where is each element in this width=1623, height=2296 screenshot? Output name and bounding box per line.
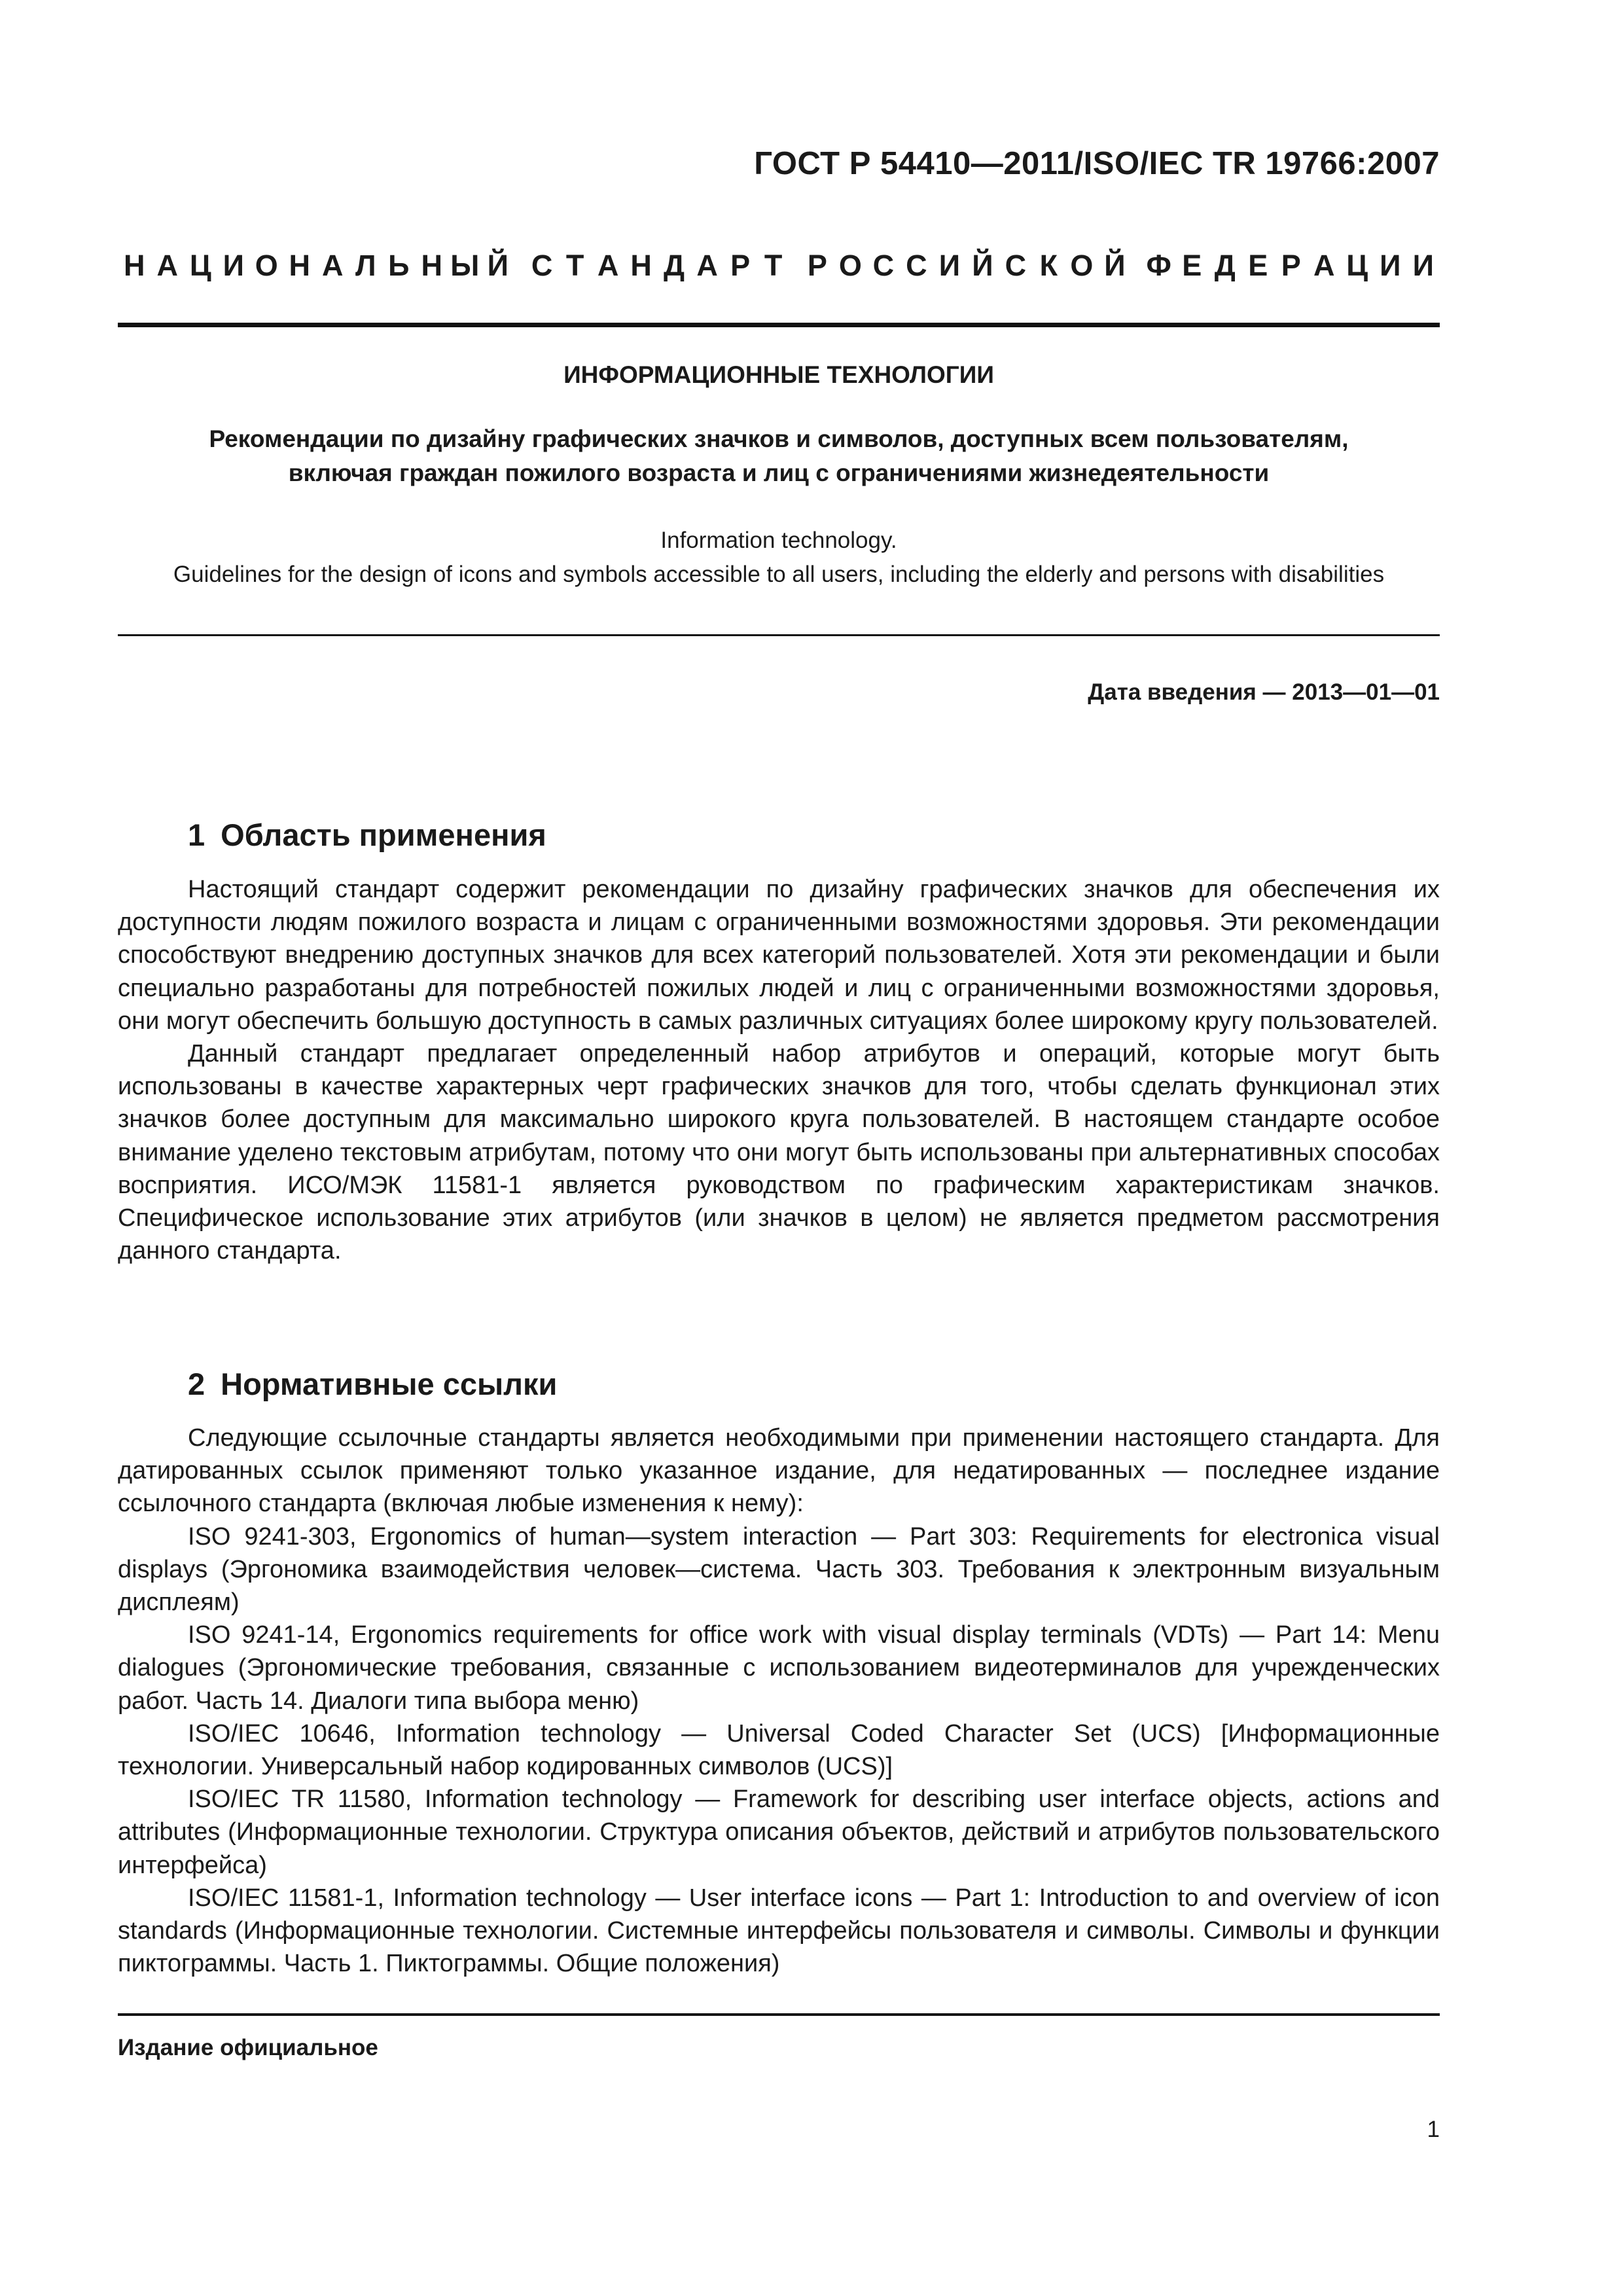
reference-item: ISO/IEC 11581-1, Information technology — User interface icons — Part 1: Introduction to and overview of icon standards (Информационные технологии. Системные интерфейсы пользователя и символы. Символы и функции пиктограммы. Часть 1. Пиктограммы. Общие положения) [118,1884,1440,1978]
introduction-date: Дата введения — 2013—01—01 [1088,679,1440,705]
russian-title [118,422,1440,490]
document-code: ГОСТ Р 54410—2011/ISO/IEC TR 19766:2007 [754,146,1440,181]
paragraph: Следующие ссылочные стандарты является необходимыми при применении настоящего стандарта. Для датированных ссылок применяют только указанное издание, для недатированных — последнее издание ссылочного стандарта (включая любые изменения к нему): [118,1424,1440,1518]
national-title-word: Н А Ц И О Н А Л Ь Н Ы Й [124,249,508,282]
section-title: Область применения [221,817,546,852]
document-page [118,0,1440,2296]
national-standard-title [118,249,1440,283]
reference-item: ISO/IEC 10646, Information technology — Universal Coded Character Set (UCS) [Информационные технологии. Универсальный набор кодированных символов (UCS)] [118,1719,1440,1781]
reference-item: ISO/IEC TR 11580, Information technology — Framework for describing user interface objects, actions and attributes (Информационные технологии. Структура описания объектов, действий и атрибутов пользовательского интерфейса) [118,1785,1440,1879]
footer-divider [118,2013,1440,2016]
national-title-word: Р О С С И Й С К О Й [807,249,1126,282]
section-1-heading [188,817,546,853]
section-title: Нормативные ссылки [221,1367,558,1401]
section-number: 1 [188,817,205,852]
header-divider [118,323,1440,327]
russian-title-line: включая граждан пожилого возраста и лиц с ограничениями жизнедеятельности [288,459,1270,486]
reference-item: ISO 9241-303, Ergonomics of human—system interaction — Part 303: Requirements for electronica visual displays (Эргономика взаимодействия человек—система. Часть 303. Требования к электронным визуальным дисплеям) [118,1522,1440,1617]
section-number: 2 [188,1367,205,1401]
russian-title-line: Рекомендации по дизайну графических значков и символов, доступных всем пользователям, [209,425,1349,452]
paragraph: Настоящий стандарт содержит рекомендации по дизайну графических значков для обеспечения их доступности людям пожилого возраста и лицам с ограниченными возможностями здоровья. Эти рекомендации способствуют внедрению доступных значков для всех категорий пользователей. Хотя эти рекомендации и были специально разработаны для потребностей пожилых людей и лиц с ограниченными возможностями здоровья, они могут обеспечить большую доступность в самых различных ситуациях более широкому кругу пользователей. [118,876,1440,1035]
paragraph: Данный стандарт предлагает определенный набор атрибутов и операций, которые могут быть использованы в качестве характерных черт графических значков для того, чтобы сделать функционал этих значков более доступным для максимально широкого круга пользователей. В настоящем стандарте особое внимание уделено текстовым атрибутам, потому что они могут быть использованы при альтернативных способах восприятия. ИСО/МЭК 11581-1 является руководством по графическим характеристикам значков. Специфическое использование этих атрибутов (или значков в целом) не является предметом рассмотрения данного стандарта. [118,1040,1440,1265]
page-number: 1 [1427,2117,1440,2142]
national-title-word: Ф Е Д Е Р А Ц И И [1146,249,1434,282]
reference-item: ISO 9241-14, Ergonomics requirements for office work with visual display terminals (VDTs) — Part 14: Menu dialogues (Эргономические требования, связанные с использованием видеотерминалов для учрежденческих работ. Часть 14. Диалоги типа выбора меню) [118,1621,1440,1715]
subject-title: ИНФОРМАЦИОННЫЕ ТЕХНОЛОГИИ [563,361,994,388]
edition-label: Издание официальное [118,2035,378,2060]
english-title [118,524,1440,592]
english-title-line: Guidelines for the design of icons and symbols accessible to all users, including the elderly and persons with disabilities [173,562,1385,587]
title-divider [118,634,1440,636]
section-1-body [118,873,1440,1267]
english-title-line: Information technology. [660,528,897,553]
section-2-body [118,1422,1440,1980]
section-2-heading [188,1366,557,1402]
national-title-word: С Т А Н Д А Р Т [531,249,783,282]
